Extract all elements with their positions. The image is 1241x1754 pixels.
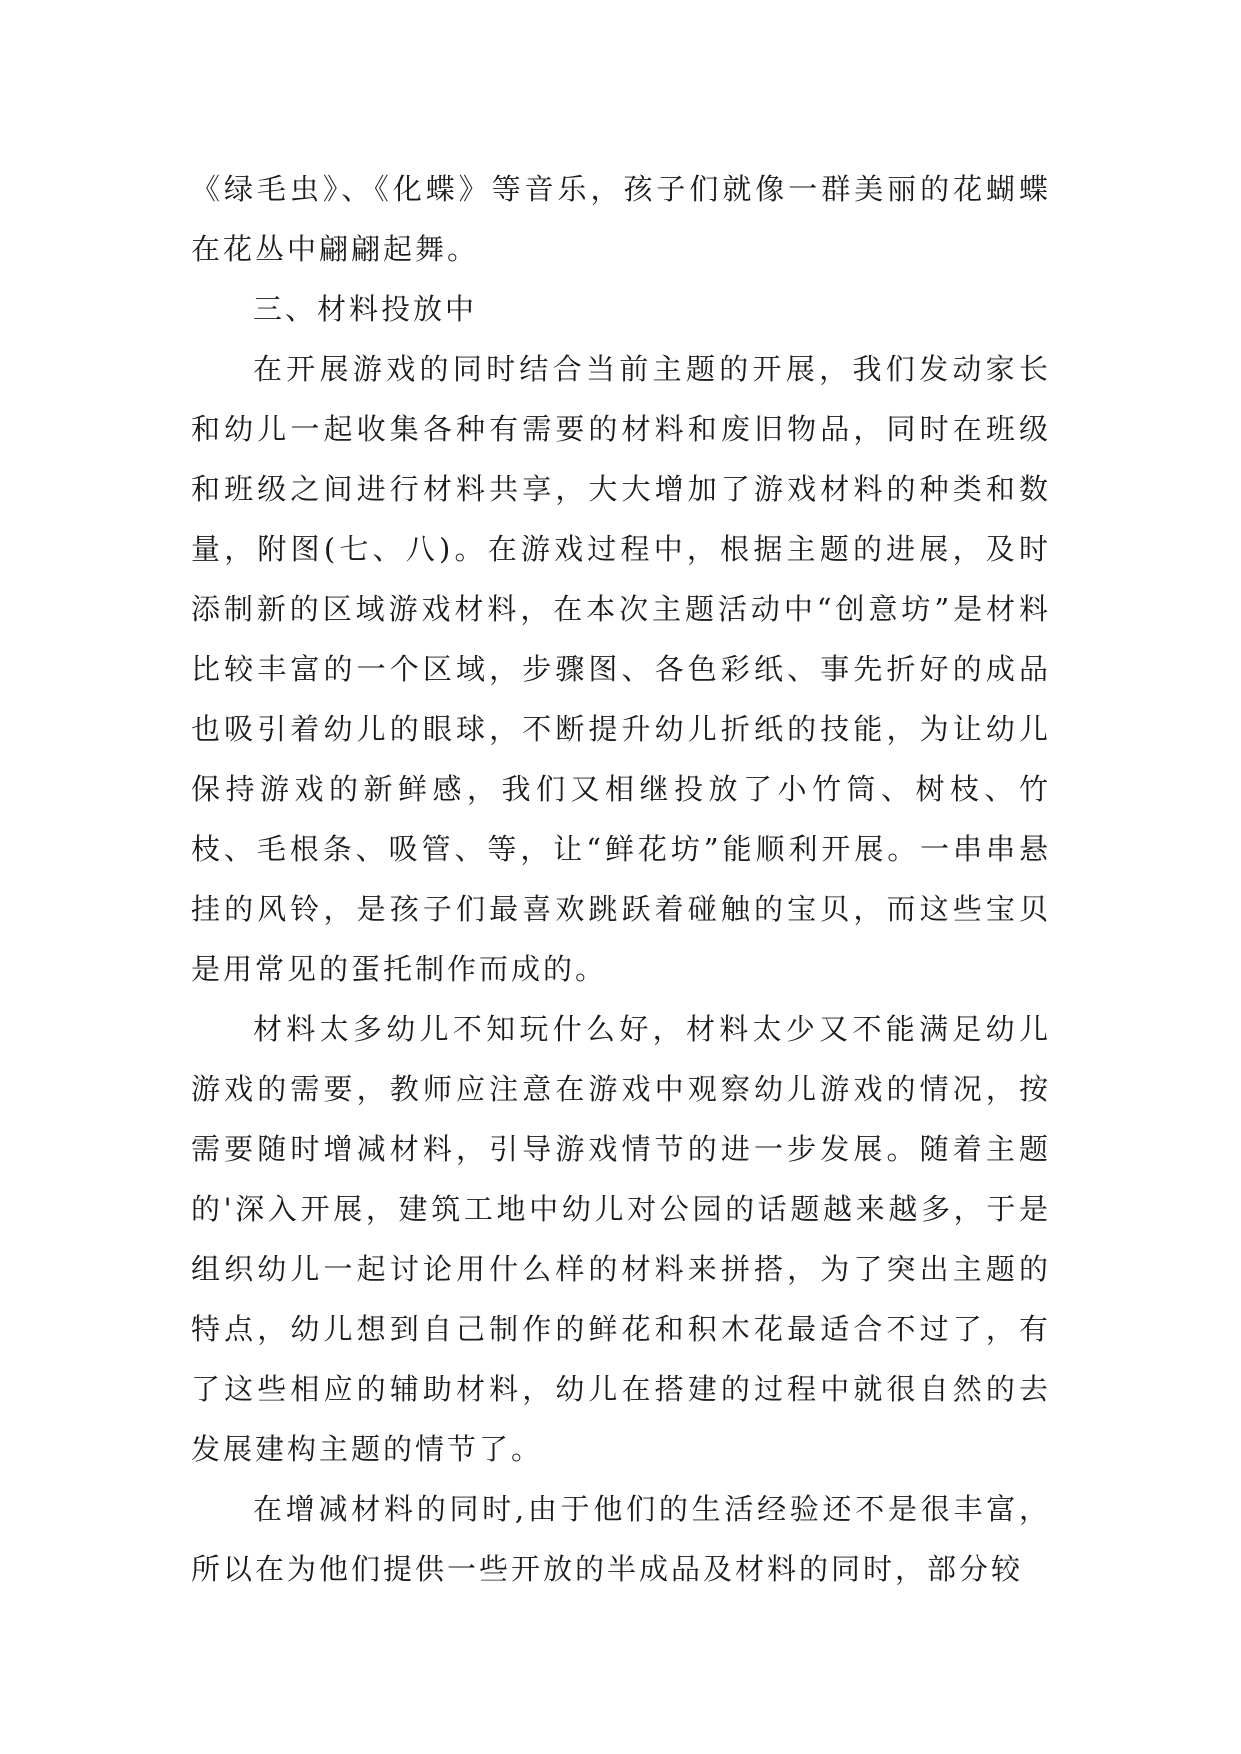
paragraph-material-collection: 在开展游戏的同时结合当前主题的开展，我们发动家长和幼儿一起收集各种有需要的材料和废旧物品，同时在班级和班级之间进行材料共享，大大增加了游戏材料的种类和数量，附图(七、八)。在游戏过程中，根据主题的进展，及时添制新的区域游戏材料，在本次主题活动中“创意坊”是材料比较丰富的一个区域，步骤图、各色彩纸、事先折好的成品也吸引着幼儿的眼球，不断提升幼儿折纸的技能，为让幼儿保持游戏的新鲜感，我们又相继投放了小竹筒、树枝、竹枝、毛根条、吸管、等，让“鲜花坊”能顺利开展。一串串悬挂的风铃，是孩子们最喜欢跳跃着碰触的宝贝，而这些宝贝是用常见的蛋托制作而成的。 (191, 352, 1051, 986)
paragraph-material-adjustment: 材料太多幼儿不知玩什么好，材料太少又不能满足幼儿游戏的需要，教师应注意在游戏中观察幼儿游戏的情况，按需要随时增减材料，引导游戏情节的进一步发展。随着主题的'深入开展，建筑工地中幼儿对公园的话题越来越多，于是组织幼儿一起讨论用什么样的材料来拼搭，为了突出主题的特点，幼儿想到自己制作的鲜花和积木花最适合不过了，有了这些相应的辅助材料，幼儿在搭建的过程中就很自然的去发展建构主题的情节了。 (191, 1012, 1051, 1466)
section-heading-materials: 三、材料投放中 (253, 292, 478, 326)
paragraph-semi-finished-materials: 在增减材料的同时,由于他们的生活经验还不是很丰富，所以在为他们提供一些开放的半成品及材料的同时，部分较 (191, 1492, 1051, 1586)
document-body (191, 159, 1051, 1599)
paragraph-continuation: 《绿毛虫》、《化蝶》等音乐，孩子们就像一群美丽的花蝴蝶在花丛中翩翩起舞。 (191, 172, 1051, 266)
